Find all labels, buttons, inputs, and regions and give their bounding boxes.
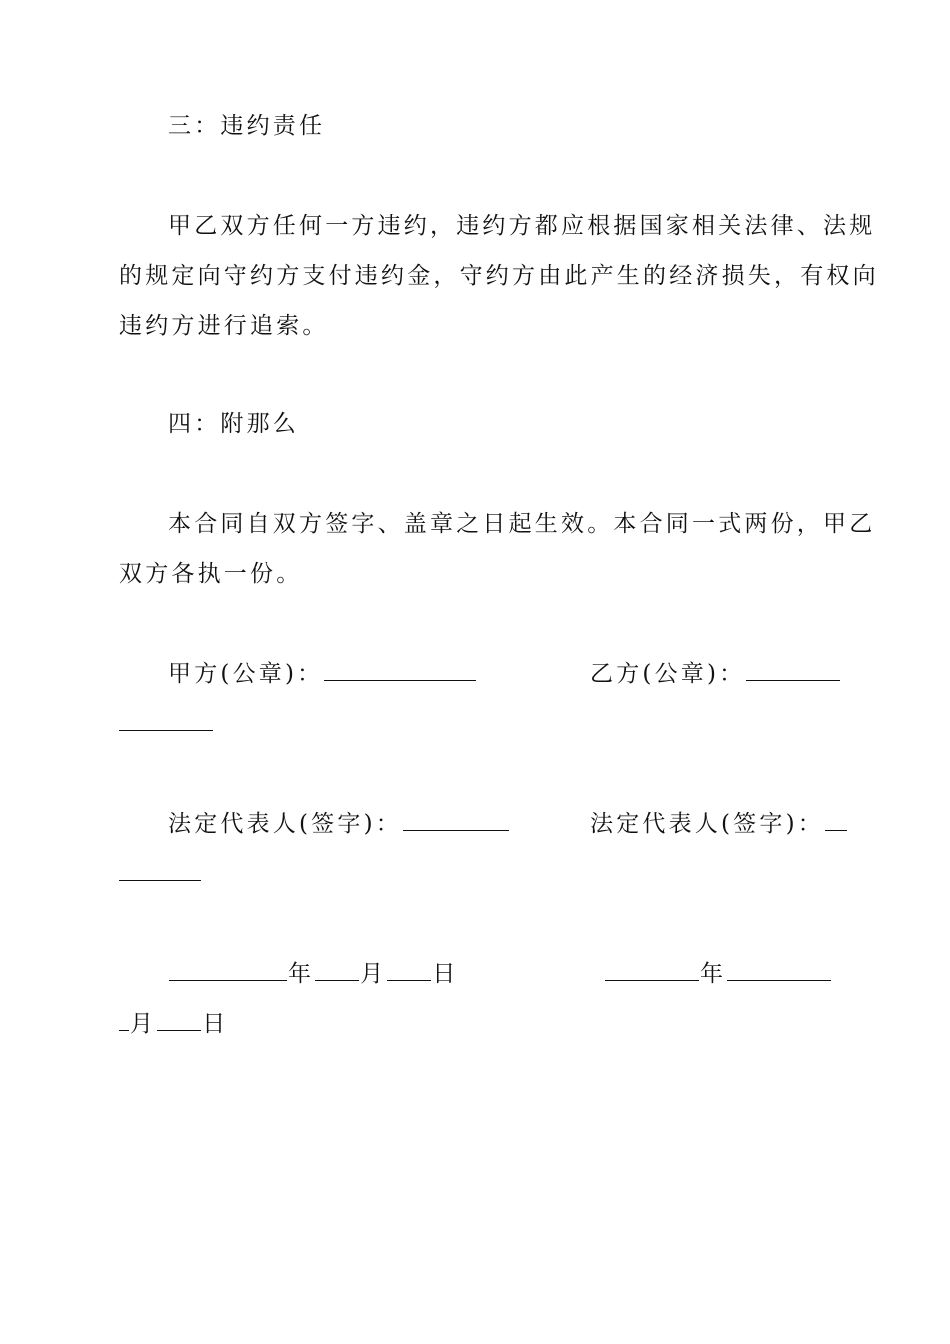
section-3-paragraph-line-1: 甲乙双方任何一方违约，违约方都应根据国家相关法律、法规 [168,213,876,239]
party-a-seal-blank [324,658,476,681]
party-b-rep-line [590,808,848,840]
party-a-year-label: 年 [288,961,315,987]
party-b-seal-blank [746,658,840,681]
party-b-month-blank-continued [119,1008,129,1031]
party-b-day-blank [157,1008,201,1031]
party-b-year-label: 年 [700,961,727,987]
party-b-day-label: 日 [202,1011,229,1037]
party-a-rep-line [168,808,510,840]
party-b-date-line [604,958,832,990]
party-b-rep-blank [825,808,847,831]
party-b-year-blank [605,958,699,981]
party-a-seal-line [168,658,477,690]
party-a-rep-label: 法定代表人(签字)： [168,811,402,837]
party-a-day-label: 日 [432,961,459,987]
party-b-rep-blank-continued [119,858,201,881]
party-b-seal-line [590,658,841,690]
party-b-seal-blank-continued-line [118,708,214,740]
party-a-seal-label: 甲方(公章)： [168,661,324,687]
party-b-seal-blank-continued [119,708,213,731]
party-b-month-label: 月 [130,1011,157,1037]
section-4-heading: 四：附那么 [168,411,299,437]
party-b-date-continued-line [118,1008,228,1040]
party-b-rep-blank-continued-line [118,858,202,890]
party-a-rep-blank [403,808,509,831]
section-3-paragraph-line-2: 的规定向守约方支付违约金，守约方由此产生的经济损失，有权向 [119,263,879,289]
section-3-heading: 三：违约责任 [168,113,326,139]
party-b-rep-label: 法定代表人(签字)： [590,811,824,837]
party-a-day-blank [387,958,431,981]
party-a-year-blank [169,958,287,981]
party-a-month-blank [315,958,359,981]
party-a-date-line [168,958,459,990]
section-4-paragraph-line-1: 本合同自双方签字、盖章之日起生效。本合同一式两份，甲乙 [168,511,876,537]
section-4-paragraph-line-2: 双方各执一份。 [119,561,303,587]
party-b-month-blank [727,958,831,981]
section-3-paragraph-line-3: 违约方进行追索。 [119,313,329,339]
party-a-month-label: 月 [360,961,387,987]
party-b-seal-label: 乙方(公章)： [590,661,746,687]
